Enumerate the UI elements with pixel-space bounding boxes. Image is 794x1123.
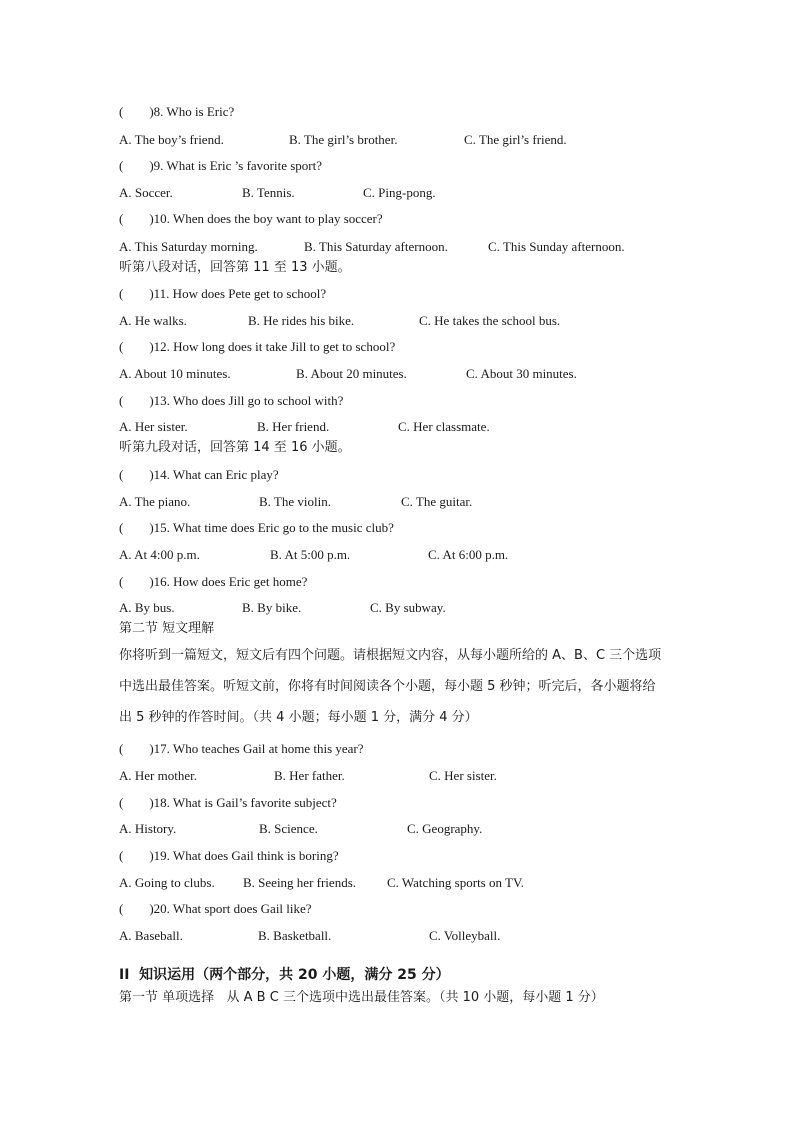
question-10: ( )10. When does the boy want to play soccer? bbox=[119, 211, 383, 226]
option-c: C. Volleyball. bbox=[429, 928, 501, 943]
option-b: B. Seeing her friends. bbox=[243, 875, 357, 890]
question-13: ( )13. Who does Jill go to school with? bbox=[119, 393, 344, 408]
option-b: B. By bike. bbox=[242, 600, 302, 615]
option-a: A. At 4:00 p.m. bbox=[119, 547, 200, 562]
option-b: B. He rides his bike. bbox=[248, 313, 355, 328]
question-16: ( )16. How does Eric get home? bbox=[119, 574, 308, 589]
option-a: A. This Saturday morning. bbox=[119, 239, 258, 254]
option-c: C. Watching sports on TV. bbox=[387, 875, 524, 890]
option-c: C. The guitar. bbox=[401, 494, 473, 509]
option-a: A. He walks. bbox=[119, 313, 187, 328]
option-b: B. The violin. bbox=[259, 494, 331, 509]
section-2-instructions: 你将听到一篇短文，短文后有四个问题。请根据短文内容，从每小题所给的 A、B、C 三个选项中选出最佳答案。听短文前，你将有时间阅读各个小题，每小题 5 秒钟；听完后，各小题将给出 5 秒钟的作答时间。（共 4 小题；每小题 1 分，满分 4 分） bbox=[119, 648, 662, 725]
option-b: B. This Saturday afternoon. bbox=[304, 239, 448, 254]
question-18: ( )18. What is Gail’s favorite subject? bbox=[119, 795, 337, 810]
option-a: A. Her sister. bbox=[119, 419, 188, 434]
part-2-section-1: 第一节 单项选择 从 A B C 三个选项中选出最佳答案。（共 10 小题，每小题 1 分） bbox=[119, 990, 604, 1005]
option-a: A. The boy’s friend. bbox=[119, 132, 224, 147]
option-b: B. The girl’s brother. bbox=[289, 132, 398, 147]
option-a: A. Going to clubs. bbox=[119, 875, 215, 890]
option-a: A. Soccer. bbox=[119, 185, 173, 200]
option-c: C. By subway. bbox=[370, 600, 446, 615]
option-c: C. About 30 minutes. bbox=[466, 366, 577, 381]
section-instruction-dialog-9: 听第九段对话，回答第 14 至 16 小题。 bbox=[119, 440, 351, 455]
question-9: ( )9. What is Eric ’s favorite sport? bbox=[119, 158, 323, 173]
option-b: B. Basketball. bbox=[258, 928, 332, 943]
option-b: B. About 20 minutes. bbox=[296, 366, 407, 381]
question-19: ( )19. What does Gail think is boring? bbox=[119, 848, 339, 863]
option-b: B. Her friend. bbox=[257, 419, 330, 434]
option-a: A. History. bbox=[119, 821, 177, 836]
option-b: B. At 5:00 p.m. bbox=[270, 547, 351, 562]
section-2-title: 第二节 短文理解 bbox=[119, 621, 215, 636]
question-14: ( )14. What can Eric play? bbox=[119, 467, 279, 482]
option-c: C. Ping-pong. bbox=[363, 185, 436, 200]
question-17: ( )17. Who teaches Gail at home this year? bbox=[119, 741, 364, 756]
option-c: C. He takes the school bus. bbox=[419, 313, 561, 328]
option-b: B. Science. bbox=[259, 821, 318, 836]
question-15: ( )15. What time does Eric go to the music club? bbox=[119, 520, 394, 535]
question-8: ( )8. Who is Eric? bbox=[119, 104, 235, 119]
option-a: A. Baseball. bbox=[119, 928, 183, 943]
option-c: C. This Sunday afternoon. bbox=[488, 239, 625, 254]
option-c: C. At 6:00 p.m. bbox=[428, 547, 509, 562]
question-20: ( )20. What sport does Gail like? bbox=[119, 901, 312, 916]
option-b: B. Tennis. bbox=[242, 185, 295, 200]
section-instruction-dialog-8: 听第八段对话，回答第 11 至 13 小题。 bbox=[119, 260, 351, 275]
question-12: ( )12. How long does it take Jill to get to school? bbox=[119, 339, 396, 354]
question-11: ( )11. How does Pete get to school? bbox=[119, 286, 327, 301]
option-a: A. The piano. bbox=[119, 494, 191, 509]
option-c: C. Her classmate. bbox=[398, 419, 490, 434]
option-a: A. Her mother. bbox=[119, 768, 197, 783]
option-c: C. The girl’s friend. bbox=[464, 132, 567, 147]
option-c: C. Geography. bbox=[407, 821, 483, 836]
part-2-heading: II 知识运用（两个部分，共 20 小题，满分 25 分） bbox=[119, 967, 450, 983]
option-c: C. Her sister. bbox=[429, 768, 497, 783]
option-a: A. About 10 minutes. bbox=[119, 366, 231, 381]
option-a: A. By bus. bbox=[119, 600, 175, 615]
option-b: B. Her father. bbox=[274, 768, 345, 783]
